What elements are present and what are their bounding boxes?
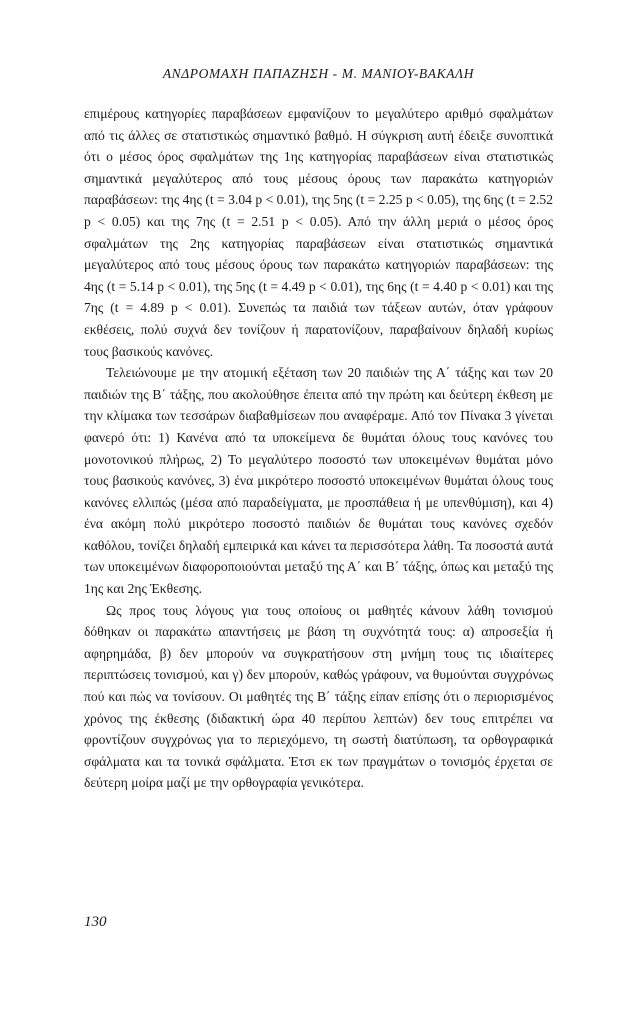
page-number: 130 [84,914,107,930]
paragraph-individual-examination: Τελειώνουμε με την ατομική εξέταση των 20 παιδιών της Α΄ τάξης και των 20 παιδιών της Β΄ τάξης, που ακολούθησε έπειτα από την πρώτη και δεύτερη έκθεση με την κλίμακα των τεσσάρων διαβαθμίσεων που αναφέραμε. Από τον Πίνακα 3 γίνεται φανερό ότι: 1) Κανένα από τα υποκείμενα δε θυμάται όλους τους κανόνες του μονοτονικού πλήρως, 2) Το μεγαλύτερο ποσοστό των υποκειμένων θυμάται μόνο τους βασικούς κανόνες, 3) ένα μικρότερο ποσοστό υποκειμένων θυμάται όλους τους κανόνες ελλιπώς (μέσα από παραδείγματα, με προσπάθεια ή με υπενθύμιση), και 4) ένα ακόμη πολύ μικρότερο ποσοστό παιδιών δε θυμάται τους κανόνες σχεδόν καθόλου, τονίζει δηλαδή εμπειρικά και κάνει τα περισσότερα λάθη. Τα ποσοστά αυτά των υποκειμένων διαφοροποιούνται μεταξύ της Α΄ και Β΄ τάξης, όπως και μεταξύ της 1ης και 2ης Έκθεσης. [84,365,553,597]
paragraph-error-reasons: Ως προς τους λόγους για τους οποίους οι μαθητές κάνουν λάθη τονισμού δόθηκαν οι παρακάτω απαντήσεις με βάση τη συχνότητά τους: α) απροσεξία ή αφηρημάδα, β) δεν μπορούν να συγκρατήσουν στη μνήμη τους τις ιδιαίτερες περιπτώσεις τονισμού, και γ) δεν μπορούν, καθώς γράφουν, να θυμούνται συγχρόνως πού και πώς να τονίσουν. Οι μαθητές της Β΄ τάξης είπαν επίσης ότι ο περιορισμένος χρόνος της έκθεσης (διδακτική ώρα 40 περίπου λεπτών) δεν τους επιτρέπει να φροντίζουν συγχρόνως για το περιεχόμενο, τη σωστή διατύπωση, τα ορθογραφικά σφάλματα και τα τονικά σφάλματα. Έτσι εκ των πραγμάτων ο τονισμός έρχεται σε δεύτερη μοίρα μαζί με την ορθογραφία γενικότερα. [84,602,553,791]
running-header: ΑΝΔΡΟΜΑΧΗ ΠΑΠΑΖΗΣΗ - Μ. ΜΑΝΙΟΥ-ΒΑΚΑΛΗ [162,66,475,81]
body-text [84,103,553,794]
paragraph-continuation: επιμέρους κατηγορίες παραβάσεων εμφανίζουν το μεγαλύτερο αριθμό σφαλμάτων από τις άλλες σε στατιστικώς σημαντικό βαθμό. Η σύγκριση αυτή έδειξε συνοπτικά ότι ο μέσος όρος σφαλμάτων της 1ης κατηγορίας παραβάσεων είναι στατιστικώς σημαντικά μεγαλύτερος από τους μέσους όρους των παρακάτω κατηγοριών παραβάσεων: της 4ης (t = 3.04 p < 0.01), της 5ης (t = 2.25 p < 0.05), της 6ης (t = 2.52 p < 0.05) και της 7ης (t = 2.51 p < 0.05). Από την άλλη μεριά ο μέσος όρος σφαλμάτων της 2ης κατηγορίας παραβάσεων είναι στατιστικώς σημαντικά μεγαλύτερος από τους μέσους όρους των παρακάτω κατηγοριών παραβάσεων: της 4ης (t = 5.14 p < 0.01), της 5ης (t = 4.49 p < 0.01), της 6ης (t = 4.40 p < 0.01) και της 7ης (t = 4.89 p < 0.01). Συνεπώς τα παιδιά των τάξεων αυτών, όταν γράφουν εκθέσεις, πολύ συχνά δεν τονίζουν ή παρατονίζουν, παραβαίνουν δηλαδή κυρίως τους βασικούς κανόνες. [84,106,553,359]
